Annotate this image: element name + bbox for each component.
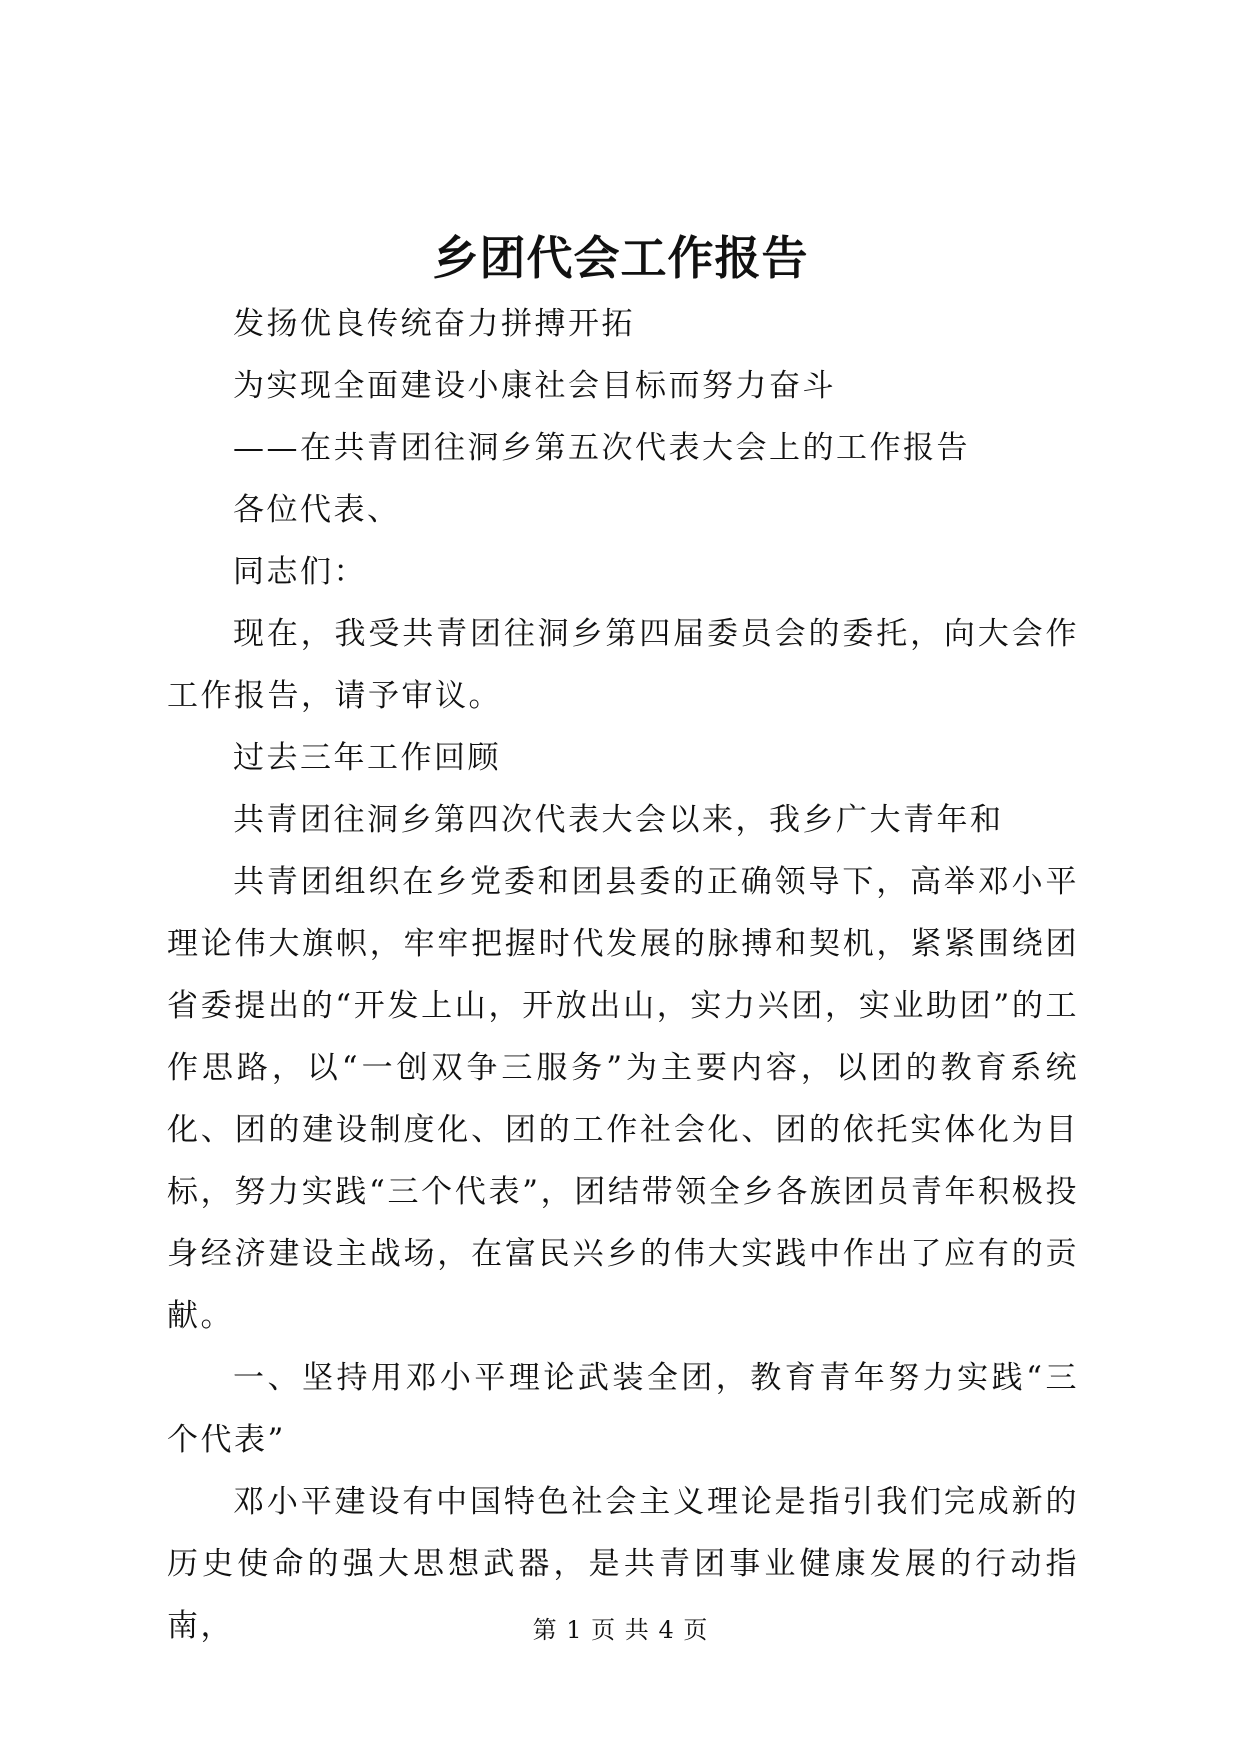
section-heading: 过去三年工作回顾 xyxy=(233,740,501,776)
document-title: 乡团代会工作报告 xyxy=(432,231,809,285)
body-paragraph: 共青团组织在乡党委和团县委的正确领导下，高举邓小平理论伟大旗帜，牢牢把握时代发展的脉搏和契机，紧紧围绕团省委提出的“开发上山，开放出山，实力兴团，实业助团”的工作思路，以“一创双争三服务”为主要内容，以团的教育系统化、团的建设制度化、团的工作社会化、团的依托实体化为目标，努力实践“三个代表”，团结带领全乡各族团员青年积极投身经济建设主战场，在富民兴乡的伟大实践中作出了应有的贡献。 xyxy=(167,864,1079,1334)
body-paragraph: 共青团往洞乡第四次代表大会以来，我乡广大青年和 xyxy=(233,802,1004,838)
document-body xyxy=(167,293,1079,1657)
salutation-line-2: 同志们： xyxy=(233,554,367,590)
subtitle-line-1: 发扬优良传统奋力拼搏开拓 xyxy=(233,306,635,342)
subtitle-line-3: ——在共青团往洞乡第五次代表大会上的工作报告 xyxy=(233,430,970,466)
salutation-line-1: 各位代表、 xyxy=(233,492,401,528)
section-heading: 一、坚持用邓小平理论武装全团，教育青年努力实践“三个代表” xyxy=(167,1360,1079,1458)
subtitle-line-2: 为实现全面建设小康社会目标而努力奋斗 xyxy=(233,368,836,404)
page-number: 第 1 页 共 4 页 xyxy=(532,1616,709,1644)
body-paragraph: 邓小平建设有中国特色社会主义理论是指引我们完成新的历史使命的强大思想武器，是共青团事业健康发展的行动指南， xyxy=(167,1484,1079,1644)
body-paragraph: 现在，我受共青团往洞乡第四届委员会的委托，向大会作工作报告，请予审议。 xyxy=(167,616,1079,714)
